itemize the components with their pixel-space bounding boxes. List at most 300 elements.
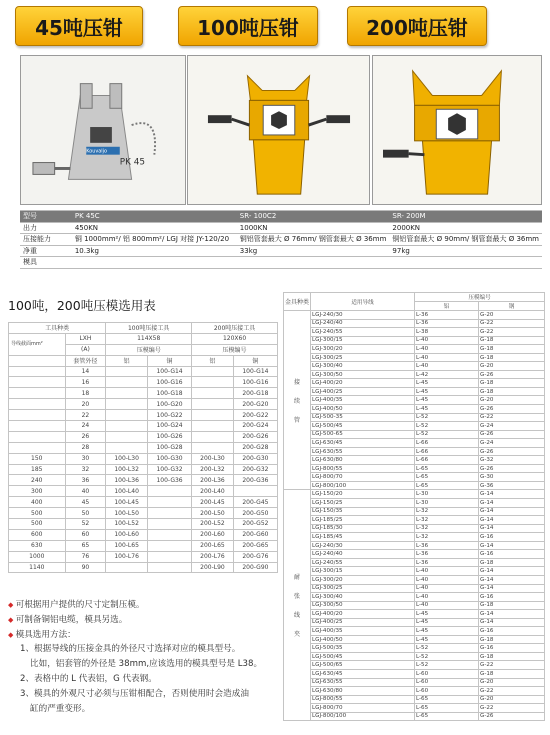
left-header-cell: (A): [65, 344, 106, 355]
right-table-cell: L-65: [415, 473, 479, 482]
right-table-cell: L-40: [415, 362, 479, 371]
right-table-row: [284, 456, 545, 465]
left-table-cell: 24: [65, 421, 106, 432]
left-table-cell: 45: [65, 497, 106, 508]
right-table-cell: G-26: [479, 712, 545, 721]
left-header-cell: 铝: [106, 355, 148, 366]
left-table-cell: 200-G20: [233, 399, 277, 410]
photo-sr200m: [372, 55, 542, 205]
left-table-cell: 200-G32: [233, 464, 277, 475]
right-table-cell: LGJ-300/40: [311, 593, 415, 602]
right-table-cell: G-26: [479, 430, 545, 439]
note-line: [8, 613, 280, 628]
right-table-row: [284, 430, 545, 439]
right-table-cell: L-38: [415, 328, 479, 337]
bullet-icon: ◆: [8, 630, 16, 639]
spec-row: [20, 234, 542, 246]
right-table-cell: LGJ-300/25: [311, 353, 415, 362]
left-table-cell: 100-G36: [147, 475, 191, 486]
left-table-cell: 200-L40: [192, 486, 234, 497]
left-table-row: [9, 562, 278, 573]
crimper-200t-illustration: [373, 56, 541, 204]
spec-cell: [389, 257, 542, 269]
right-table-cell: G-16: [479, 627, 545, 636]
left-table-cell: 200-L65: [192, 540, 234, 551]
right-table-cell: L-32: [415, 516, 479, 525]
left-table-cell: 200-L36: [192, 475, 234, 486]
left-table-cell: 76: [65, 551, 106, 562]
right-table-cell: L-30: [415, 499, 479, 508]
left-table-cell: 100-G20: [147, 399, 191, 410]
header-45t: 45吨压钳: [15, 6, 143, 46]
left-header-cell: 铜: [233, 355, 277, 366]
right-table-cell: LGJ-240/55: [311, 328, 415, 337]
left-header-cell: 铜: [147, 355, 191, 366]
left-header-cell: 铝: [192, 355, 234, 366]
left-table-cell: 90: [65, 562, 106, 573]
right-table-row: [284, 704, 545, 713]
left-table-cell: 52: [65, 519, 106, 530]
spec-cell: 压接能力: [20, 234, 72, 246]
left-header-cell: 压模编号: [192, 344, 278, 355]
left-table-cell: [147, 497, 191, 508]
right-table-cell: L-52: [415, 413, 479, 422]
left-table-cell: [147, 486, 191, 497]
right-table-cell: G-18: [479, 353, 545, 362]
spec-table: [20, 210, 542, 269]
spec-cell: 净重: [20, 245, 72, 257]
spec-cell: 出力: [20, 222, 72, 234]
right-table-cell: LGJ-150/20: [311, 490, 415, 499]
right-table-cell: LGJ-300/15: [311, 567, 415, 576]
left-table-cell: [192, 388, 234, 399]
right-table-cell: LGJ-400/35: [311, 627, 415, 636]
left-table-row: [9, 399, 278, 410]
left-table-cell: 100-G14: [147, 366, 191, 377]
right-table-cell: L-36: [415, 550, 479, 559]
right-table-row: [284, 499, 545, 508]
right-table-cell: G-22: [479, 413, 545, 422]
left-table-row: [9, 453, 278, 464]
right-table-cell: L-45: [415, 379, 479, 388]
right-table-cell: LGJ-500/45: [311, 652, 415, 661]
right-table-cell: L-45: [415, 610, 479, 619]
left-table-cell: [106, 388, 148, 399]
right-table-cell: G-14: [479, 567, 545, 576]
right-table-cell: LGJ-185/30: [311, 524, 415, 533]
right-table-cell: G-30: [479, 473, 545, 482]
right-table-cell: G-18: [479, 336, 545, 345]
left-table-cell: 100-G22: [147, 410, 191, 421]
left-table-cell: [9, 399, 66, 410]
die-table-right: [283, 292, 545, 721]
spec-header-cell: SR- 100C2: [237, 211, 390, 223]
left-table-row: [9, 529, 278, 540]
right-table-row: [284, 319, 545, 328]
left-header-cell: LXH: [65, 333, 106, 344]
right-table-cell: LGJ-800/55: [311, 695, 415, 704]
right-table-cell: LGJ-300/50: [311, 370, 415, 379]
right-table-cell: LGJ-630/55: [311, 447, 415, 456]
right-table-cell: L-52: [415, 422, 479, 431]
header-200t: 200吨压钳: [347, 6, 487, 46]
right-table-cell: G-14: [479, 490, 545, 499]
left-table-cell: 40: [65, 486, 106, 497]
left-table-cell: 100-L76: [106, 551, 148, 562]
right-table-row: [284, 661, 545, 670]
right-table-cell: LGJ-300/50: [311, 601, 415, 610]
right-table-cell: LGJ-400/50: [311, 635, 415, 644]
right-table-row: [284, 481, 545, 490]
right-table-cell: LGJ-150/35: [311, 507, 415, 516]
brand-label: Kouvaljo: [86, 148, 108, 155]
spec-row: [20, 257, 542, 269]
right-table-cell: G-16: [479, 644, 545, 653]
left-table-cell: 100-L60: [106, 529, 148, 540]
left-table-cell: 200-G24: [233, 421, 277, 432]
right-table-row: [284, 635, 545, 644]
left-table-cell: 100-G14: [233, 366, 277, 377]
left-table-cell: 200-L52: [192, 519, 234, 530]
left-table-cell: 500: [9, 519, 66, 530]
category-char: 管: [294, 416, 301, 424]
right-table-cell: LGJ-500/35: [311, 644, 415, 653]
left-table-cell: [106, 399, 148, 410]
right-table-cell: L-60: [415, 687, 479, 696]
note-line: 1、根据导线的压接金具的外径尺寸选择对应的模具型号。: [20, 644, 241, 655]
right-table-cell: G-18: [479, 387, 545, 396]
right-table-cell: LGJ-400/35: [311, 396, 415, 405]
left-table-row: [9, 551, 278, 562]
left-table-cell: 200-G26: [233, 431, 277, 442]
right-table-cell: G-14: [479, 610, 545, 619]
left-table-row: [9, 377, 278, 388]
left-table-cell: 200-G65: [233, 540, 277, 551]
left-table-cell: 28: [65, 442, 106, 453]
right-table-row: [284, 575, 545, 584]
spec-cell: 33kg: [237, 245, 390, 257]
note-line: 3、模具的外观尺寸必须与压钳相配合，否则使用时会造成油: [20, 688, 249, 699]
left-table-cell: 200-G50: [233, 508, 277, 519]
right-table-cell: L-65: [415, 704, 479, 713]
right-table-cell: L-32: [415, 524, 479, 533]
header-100t: 100吨压钳: [178, 6, 318, 46]
left-header-cell: 100吨压接工具: [106, 323, 192, 334]
fitting-category-label: [284, 311, 311, 490]
left-table-cell: 200-L76: [192, 551, 234, 562]
right-table-cell: L-65: [415, 464, 479, 473]
left-table-cell: 100-L40: [106, 486, 148, 497]
right-table-cell: L-66: [415, 439, 479, 448]
right-table-cell: L-60: [415, 669, 479, 678]
right-table-cell: G-14: [479, 499, 545, 508]
right-table-cell: LGJ-630/80: [311, 456, 415, 465]
right-table-row: [284, 473, 545, 482]
right-table-cell: G-14: [479, 507, 545, 516]
spec-cell: 10.3kg: [72, 245, 237, 257]
left-table-cell: [106, 421, 148, 432]
notes-section: [8, 598, 280, 716]
left-table-cell: [192, 442, 234, 453]
left-table-cell: 100-L50: [106, 508, 148, 519]
photo-sr100c2: [187, 55, 370, 205]
right-table-cell: G-24: [479, 422, 545, 431]
right-table-row: [284, 687, 545, 696]
left-header-cell: 114X58: [106, 333, 192, 344]
right-table-row: [284, 558, 545, 567]
right-table-row: [284, 541, 545, 550]
right-table-cell: LGJ-400/50: [311, 405, 415, 414]
spec-header-cell: 型号: [20, 211, 72, 223]
left-header-cell: [9, 355, 66, 366]
left-table-cell: 200-G18: [233, 388, 277, 399]
spec-cell: 2000KN: [389, 222, 542, 234]
right-table-cell: LGJ-240/30: [311, 311, 415, 320]
left-table-cell: 200-L32: [192, 464, 234, 475]
right-table-cell: G-20: [479, 678, 545, 687]
right-table-row: [284, 610, 545, 619]
right-table-cell: LGJ-240/30: [311, 541, 415, 550]
left-table-row: [9, 442, 278, 453]
right-table-row: [284, 644, 545, 653]
right-table-cell: G-18: [479, 652, 545, 661]
left-table-cell: 100-G30: [147, 453, 191, 464]
right-table-cell: G-24: [479, 439, 545, 448]
right-table-cell: L-52: [415, 652, 479, 661]
right-table-row: [284, 345, 545, 354]
right-table-row: [284, 652, 545, 661]
right-table-cell: L-40: [415, 593, 479, 602]
right-table-row: [284, 353, 545, 362]
right-table-row: [284, 439, 545, 448]
left-table-cell: 200-G60: [233, 529, 277, 540]
note-line: 比如，铝套管的外径是 38mm,应该选用的模具型号是 L38。: [30, 659, 263, 670]
left-table-cell: [9, 421, 66, 432]
left-header-cell: 120X60: [192, 333, 278, 344]
right-table-cell: G-20: [479, 396, 545, 405]
left-table-cell: 200-G36: [233, 475, 277, 486]
right-table-cell: LGJ-400/25: [311, 387, 415, 396]
right-table-row: [284, 584, 545, 593]
left-table-cell: 185: [9, 464, 66, 475]
left-table-cell: 100-G32: [147, 464, 191, 475]
category-char: 续: [294, 397, 301, 405]
right-table-cell: G-14: [479, 541, 545, 550]
die-table-left: [8, 322, 278, 573]
right-table-cell: G-14: [479, 575, 545, 584]
left-table-cell: 32: [65, 464, 106, 475]
right-table-row: [284, 447, 545, 456]
left-table-cell: 200-L30: [192, 453, 234, 464]
right-table-row: [284, 678, 545, 687]
right-table-cell: G-20: [479, 311, 545, 320]
left-table-row: [9, 519, 278, 530]
left-table-cell: 100-G24: [147, 421, 191, 432]
model-label: PK 45: [119, 157, 146, 168]
right-table-cell: LGJ-300/25: [311, 584, 415, 593]
left-table-row: [9, 497, 278, 508]
note-text: 可根据用户提供的尺寸定制压模。: [15, 600, 145, 610]
right-table-cell: LGJ-300/20: [311, 575, 415, 584]
right-table-row: [284, 567, 545, 576]
left-header-cell: 200吨压接工具: [192, 323, 278, 334]
left-table-cell: 65: [65, 540, 106, 551]
right-table-cell: G-32: [479, 456, 545, 465]
left-table-row: [9, 508, 278, 519]
left-table-cell: [9, 442, 66, 453]
spec-header-cell: SR- 200M: [389, 211, 542, 223]
left-table-cell: [192, 399, 234, 410]
left-table-row: [9, 366, 278, 377]
left-table-cell: 1000: [9, 551, 66, 562]
left-table-row: [9, 486, 278, 497]
right-table-cell: L-45: [415, 405, 479, 414]
right-table-cell: L-40: [415, 575, 479, 584]
right-table-cell: L-30: [415, 490, 479, 499]
right-table-cell: LGJ-400/20: [311, 379, 415, 388]
right-table-row: [284, 413, 545, 422]
left-table-cell: 60: [65, 529, 106, 540]
right-table-row: [284, 507, 545, 516]
right-table-cell: G-26: [479, 370, 545, 379]
left-table-cell: [147, 551, 191, 562]
right-table-cell: L-40: [415, 336, 479, 345]
left-table-cell: 100-L32: [106, 464, 148, 475]
right-table-cell: G-14: [479, 524, 545, 533]
right-table-cell: G-22: [479, 319, 545, 328]
left-table-cell: 100-G16: [147, 377, 191, 388]
left-header-cell: 导线截面mm²: [9, 333, 66, 355]
right-table-cell: G-16: [479, 593, 545, 602]
left-table-cell: 200-L50: [192, 508, 234, 519]
right-table-cell: LGJ-630/45: [311, 669, 415, 678]
right-table-cell: L-40: [415, 601, 479, 610]
right-table-cell: L-36: [415, 311, 479, 320]
left-header-cell: 套管外径: [65, 355, 106, 366]
right-table-cell: LGJ-185/45: [311, 533, 415, 542]
left-table-cell: 100-L65: [106, 540, 148, 551]
right-table-cell: LGJ-300/20: [311, 345, 415, 354]
right-table-cell: L-45: [415, 396, 479, 405]
right-table-cell: L-42: [415, 370, 479, 379]
left-table-cell: 20: [65, 399, 106, 410]
left-table-cell: 14: [65, 366, 106, 377]
right-table-row: [284, 618, 545, 627]
left-table-cell: [147, 562, 191, 573]
left-table-cell: 200-G30: [233, 453, 277, 464]
left-table-cell: [9, 366, 66, 377]
right-table-cell: LGJ-400/25: [311, 618, 415, 627]
right-table-cell: G-26: [479, 447, 545, 456]
spec-cell: 铜铝管套最大 Ø 90mm/ 钢管套最大 Ø 36mm: [389, 234, 542, 246]
right-table-cell: L-45: [415, 635, 479, 644]
note-text: 可制备铜铝电缆，模具另选。: [15, 614, 128, 625]
note-text: 模具选用方法：: [15, 629, 76, 640]
category-char: 线: [294, 612, 301, 620]
right-table-cell: LGJ-630/55: [311, 678, 415, 687]
left-table-cell: 30: [65, 453, 106, 464]
spec-cell: 铜铝管套最大 Ø 76mm/ 钢管套最大 Ø 36mm: [237, 234, 390, 246]
right-table-cell: LGJ-400/20: [311, 610, 415, 619]
right-table-cell: LGJ-300/40: [311, 362, 415, 371]
right-table-row: [284, 405, 545, 414]
left-table-cell: 200-L60: [192, 529, 234, 540]
right-table-cell: L-45: [415, 627, 479, 636]
left-table-cell: [147, 508, 191, 519]
left-table-cell: 200-G52: [233, 519, 277, 530]
left-table-cell: [192, 366, 234, 377]
left-table-cell: 200-G90: [233, 562, 277, 573]
left-table-cell: [106, 410, 148, 421]
left-table-cell: 200-G28: [233, 442, 277, 453]
right-table-row: [284, 328, 545, 337]
left-table-cell: 100-G26: [147, 431, 191, 442]
left-table-cell: 36: [65, 475, 106, 486]
category-char: 夹: [294, 631, 301, 639]
spec-cell: 铜 1000mm²/ 铝 800mm²/ LGJ 对接 JY-120/20: [72, 234, 237, 246]
left-table-cell: [106, 562, 148, 573]
right-table-row: [284, 695, 545, 704]
right-table-row: [284, 362, 545, 371]
right-table-cell: G-22: [479, 661, 545, 670]
right-table-row: [284, 336, 545, 345]
left-table-cell: 100-L52: [106, 519, 148, 530]
left-table-cell: 200-G45: [233, 497, 277, 508]
spec-cell: 450KN: [72, 222, 237, 234]
right-table-cell: LGJ-800/55: [311, 464, 415, 473]
note-line: 2、表格中的 L 代表铝，G 代表钢。: [20, 673, 157, 684]
left-table-cell: 100-G16: [233, 377, 277, 388]
right-table-row: [284, 422, 545, 431]
right-table-cell: LGJ-800/100: [311, 712, 415, 721]
right-header-cell: 金具种类: [284, 293, 311, 311]
spec-cell: 模具: [20, 257, 72, 269]
right-table-cell: L-52: [415, 644, 479, 653]
section-title: 100吨，200吨压模选用表: [8, 298, 156, 313]
left-table-cell: [9, 431, 66, 442]
right-table-cell: G-20: [479, 695, 545, 704]
left-table-row: [9, 388, 278, 399]
right-table-cell: L-40: [415, 353, 479, 362]
left-table-row: [9, 540, 278, 551]
right-table-cell: LGJ-500-65: [311, 430, 415, 439]
left-table-cell: 150: [9, 453, 66, 464]
right-table-cell: L-45: [415, 618, 479, 627]
category-char: 张: [294, 593, 301, 601]
left-table-cell: 200-G76: [233, 551, 277, 562]
left-table-row: [9, 464, 278, 475]
left-table-cell: 400: [9, 497, 66, 508]
right-table-cell: LGJ-240/55: [311, 558, 415, 567]
right-table-header: [284, 293, 545, 302]
right-table-cell: L-32: [415, 507, 479, 516]
right-table-cell: L-32: [415, 533, 479, 542]
right-table-row: [284, 490, 545, 499]
left-table-cell: [147, 519, 191, 530]
right-table-cell: L-40: [415, 567, 479, 576]
right-table-cell: L-65: [415, 481, 479, 490]
left-table-row: [9, 431, 278, 442]
right-table-row: [284, 601, 545, 610]
right-table-cell: G-18: [479, 345, 545, 354]
right-table-row: [284, 524, 545, 533]
right-table-cell: L-65: [415, 712, 479, 721]
right-table-cell: G-36: [479, 481, 545, 490]
right-table-cell: LGJ-800/70: [311, 473, 415, 482]
right-table-row: [284, 669, 545, 678]
left-table-cell: [9, 388, 66, 399]
right-table-row: [284, 464, 545, 473]
